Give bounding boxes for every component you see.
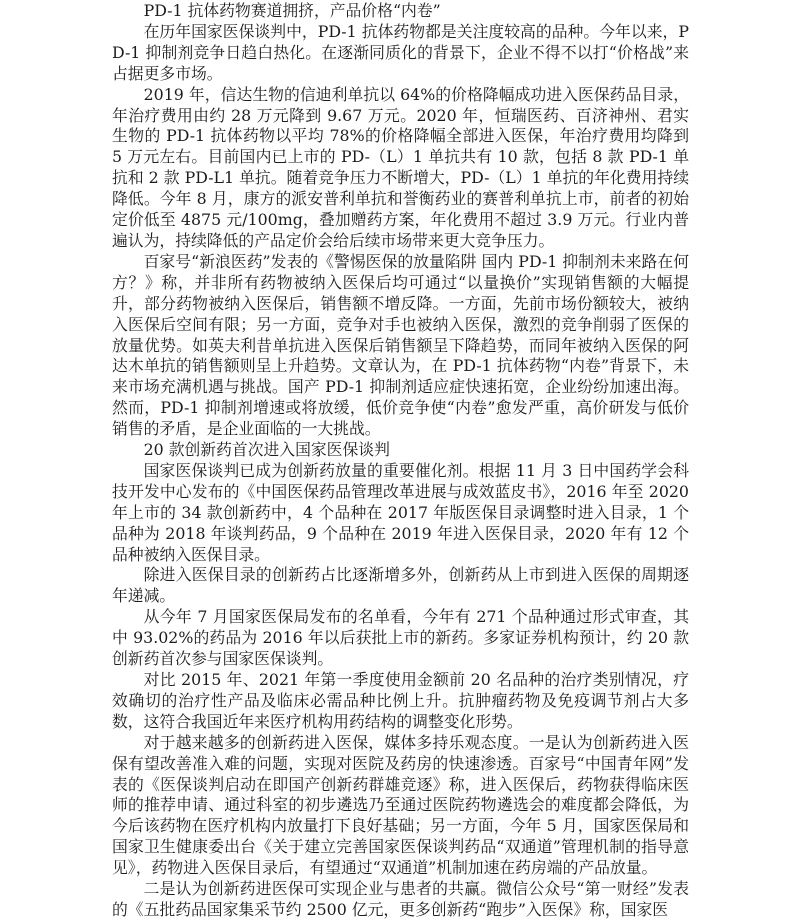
paragraph: 从今年 7 月国家医保局发布的名单看，今年有 271 个品种通过形式审查，其中 93.02%的药品为 2016 年以后获批上市的新药。多家证券机构预计，约 20 款创新药首次参与国家医保谈判。 (112, 607, 689, 669)
paragraph: 2019 年，信达生物的信迪利单抗以 64%的价格降幅成功进入医保药品目录，年治疗费用由约 28 万元降到 9.67 万元。2020 年，恒瑞医药、百济神州、君实生物的 PD-1 抗体药物以平均 78%的价格降幅全部进入医保，年治疗费用均降到 5 万元左右。目前国内已上市的 PD-（L）1 单抗共有 10 款，包括 8 款 PD-1 单抗和 2 款 PD-L1 单抗。随着竞争压力不断增大，PD-（L）1 单抗的年化费用持续降低。今年 8 月，康方的派安普利单抗和誉衡药业的赛普利单抗上市，前者的初始定价低至 4875 元/100mg，叠加赠药方案，年化费用不超过 3.9 万元。行业内普遍认为，持续降低的产品定价会给后续市场带来更大竞争压力。 (112, 84, 689, 250)
paragraph: 对比 2015 年、2021 年第一季度使用金额前 20 名品种的治疗类别情况，疗效确切的治疗性产品及临床必需品种比例上升。抗肿瘤药物及免疫调节剂占大多数，这符合我国近年来医疗机构用药结构的调整变化形势。 (112, 670, 689, 731)
article-body (112, 1, 689, 920)
paragraph: 对于越来越多的创新药进入医保，媒体多持乐观态度。一是认为创新药进入医保有望改善准入难的问题，实现对医院及药房的快速渗透。百家号“中国青年网”发表的《医保谈判启动在即国产创新药群雄竞逐》称，进入医保后，药物获得临床医师的推荐申请、通过科室的初步遴选乃至通过医院药物遴选会的难度都会降低，为今后该药物在医疗机构内放量打下良好基础；另一方面，今年 5 月，国家医保局和国家卫生健康委出台《关于建立完善国家医保谈判药品“双通道”管理机制的指导意见》，药物进入医保目录后，有望通过“双通道”机制加速在药房端的产品放量。 (112, 732, 689, 878)
paragraph: 百家号“新浪医药”发表的《警惕医保的放量陷阱 国内 PD-1 抑制剂未来路在何方？》称，并非所有药物被纳入医保后均可通过“以量换价”实现销售额的大幅提升，部分药物被纳入医保后，销售额不增反降。一方面，先前市场份额较大，被纳入医保后空间有限；另一方面，竞争对手也被纳入医保，激烈的竞争削弱了医保的放量优势。如英夫利昔单抗进入医保后销售额呈下降趋势，而同年被纳入医保的阿达木单抗的销售额则呈上升趋势。文章认为，在 PD-1 抗体药物“内卷”背景下，未来市场充满机遇与挑战。国产 PD-1 抑制剂适应症快速拓宽，企业纷纷加速出海。然而，PD-1 抑制剂增速或将放缓，低价竞争使“内卷”愈发严重，高价研发与低价销售的矛盾，是企业面临的一大挑战。 (112, 251, 689, 439)
paragraph: 二是认为创新药进医保可实现企业与患者的共赢。微信公众号“第一财经”发表的《五批药品国家集采节约 2500 亿元，更多创新药“跑步”入医保》称，国家医 (112, 879, 689, 919)
paragraph: 除进入医保目录的创新药占比逐渐增多外，创新药从上市到进入医保的周期逐年递减。 (112, 565, 689, 606)
section-heading-innovative-drugs: 20 款创新药首次进入国家医保谈判 (143, 440, 390, 460)
paragraph: 在历年国家医保谈判中，PD-1 抗体药物都是关注度较高的品种。今年以来，PD-1 抑制剂竞争日趋白热化。在逐渐同质化的背景下，企业不得不以打“价格战”来占据更多市场。 (112, 21, 689, 83)
paragraph: 国家医保谈判已成为创新药放量的重要催化剂。根据 11 月 3 日中国药学会科技开发中心发布的《中国医保药品管理改革进展与成效蓝皮书》，2016 年至 2020 年上市的 34 款创新药中，4 个品种在 2017 年版医保目录调整时进入目录，1 个品种为 2018 年谈判药品，9 个品种在 2019 年进入医保目录，2020 年有 12 个品种被纳入医保目录。 (112, 460, 689, 564)
section-heading-pd1: PD-1 抗体药物赛道拥挤，产品价格“内卷” (143, 1, 441, 20)
